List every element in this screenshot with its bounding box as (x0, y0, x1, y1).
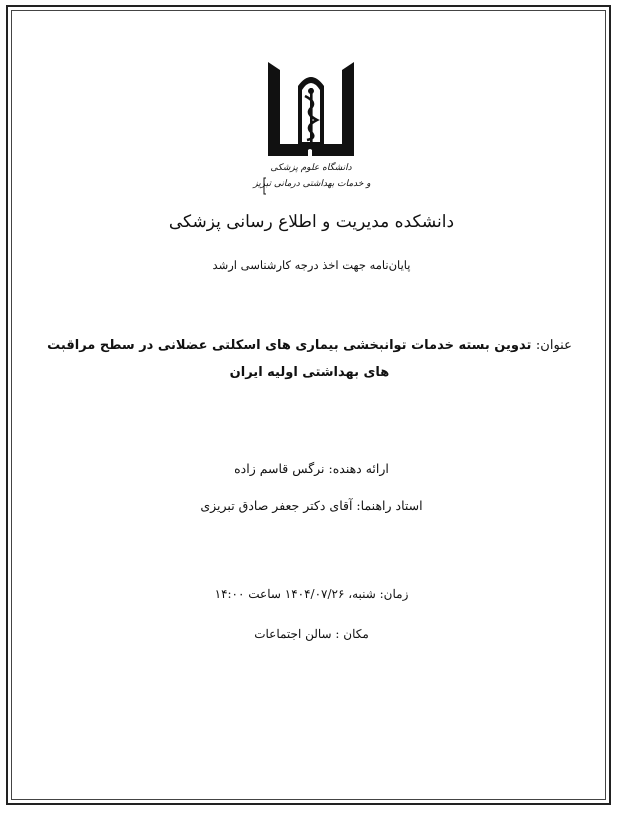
university-logo (253, 58, 371, 200)
presenter: ارائه دهنده: نرگس قاسم زاده (234, 461, 389, 476)
title-label: عنوان: (535, 338, 572, 353)
thesis-title (40, 332, 579, 386)
title-text: تدوین بسته خدمات توانبخشی بیماری های اسکلتی عضلانی در سطح مراقبت های بهداشتی اولیه ایران (47, 338, 532, 380)
degree-line: پایان‌نامه جهت اخذ درجه کارشناسی ارشد (212, 258, 411, 272)
logo-caption-line2: و خدمات بهداشتی درمانی تبریز (253, 179, 371, 189)
advisor: استاد راهنما: آقای دکتر جعفر صادق تبریزی (200, 498, 423, 513)
logo-caption-line1: دانشگاه علوم پزشکی (270, 163, 352, 173)
school-name: دانشکده مدیریت و اطلاع رسانی پزشکی (168, 212, 455, 232)
location: مکان : سالن اجتماعات (254, 627, 369, 641)
date-time: زمان: شنبه، ۱۴۰۴/۰۷/۲۶ ساعت ۱۴:۰۰ (214, 587, 409, 601)
